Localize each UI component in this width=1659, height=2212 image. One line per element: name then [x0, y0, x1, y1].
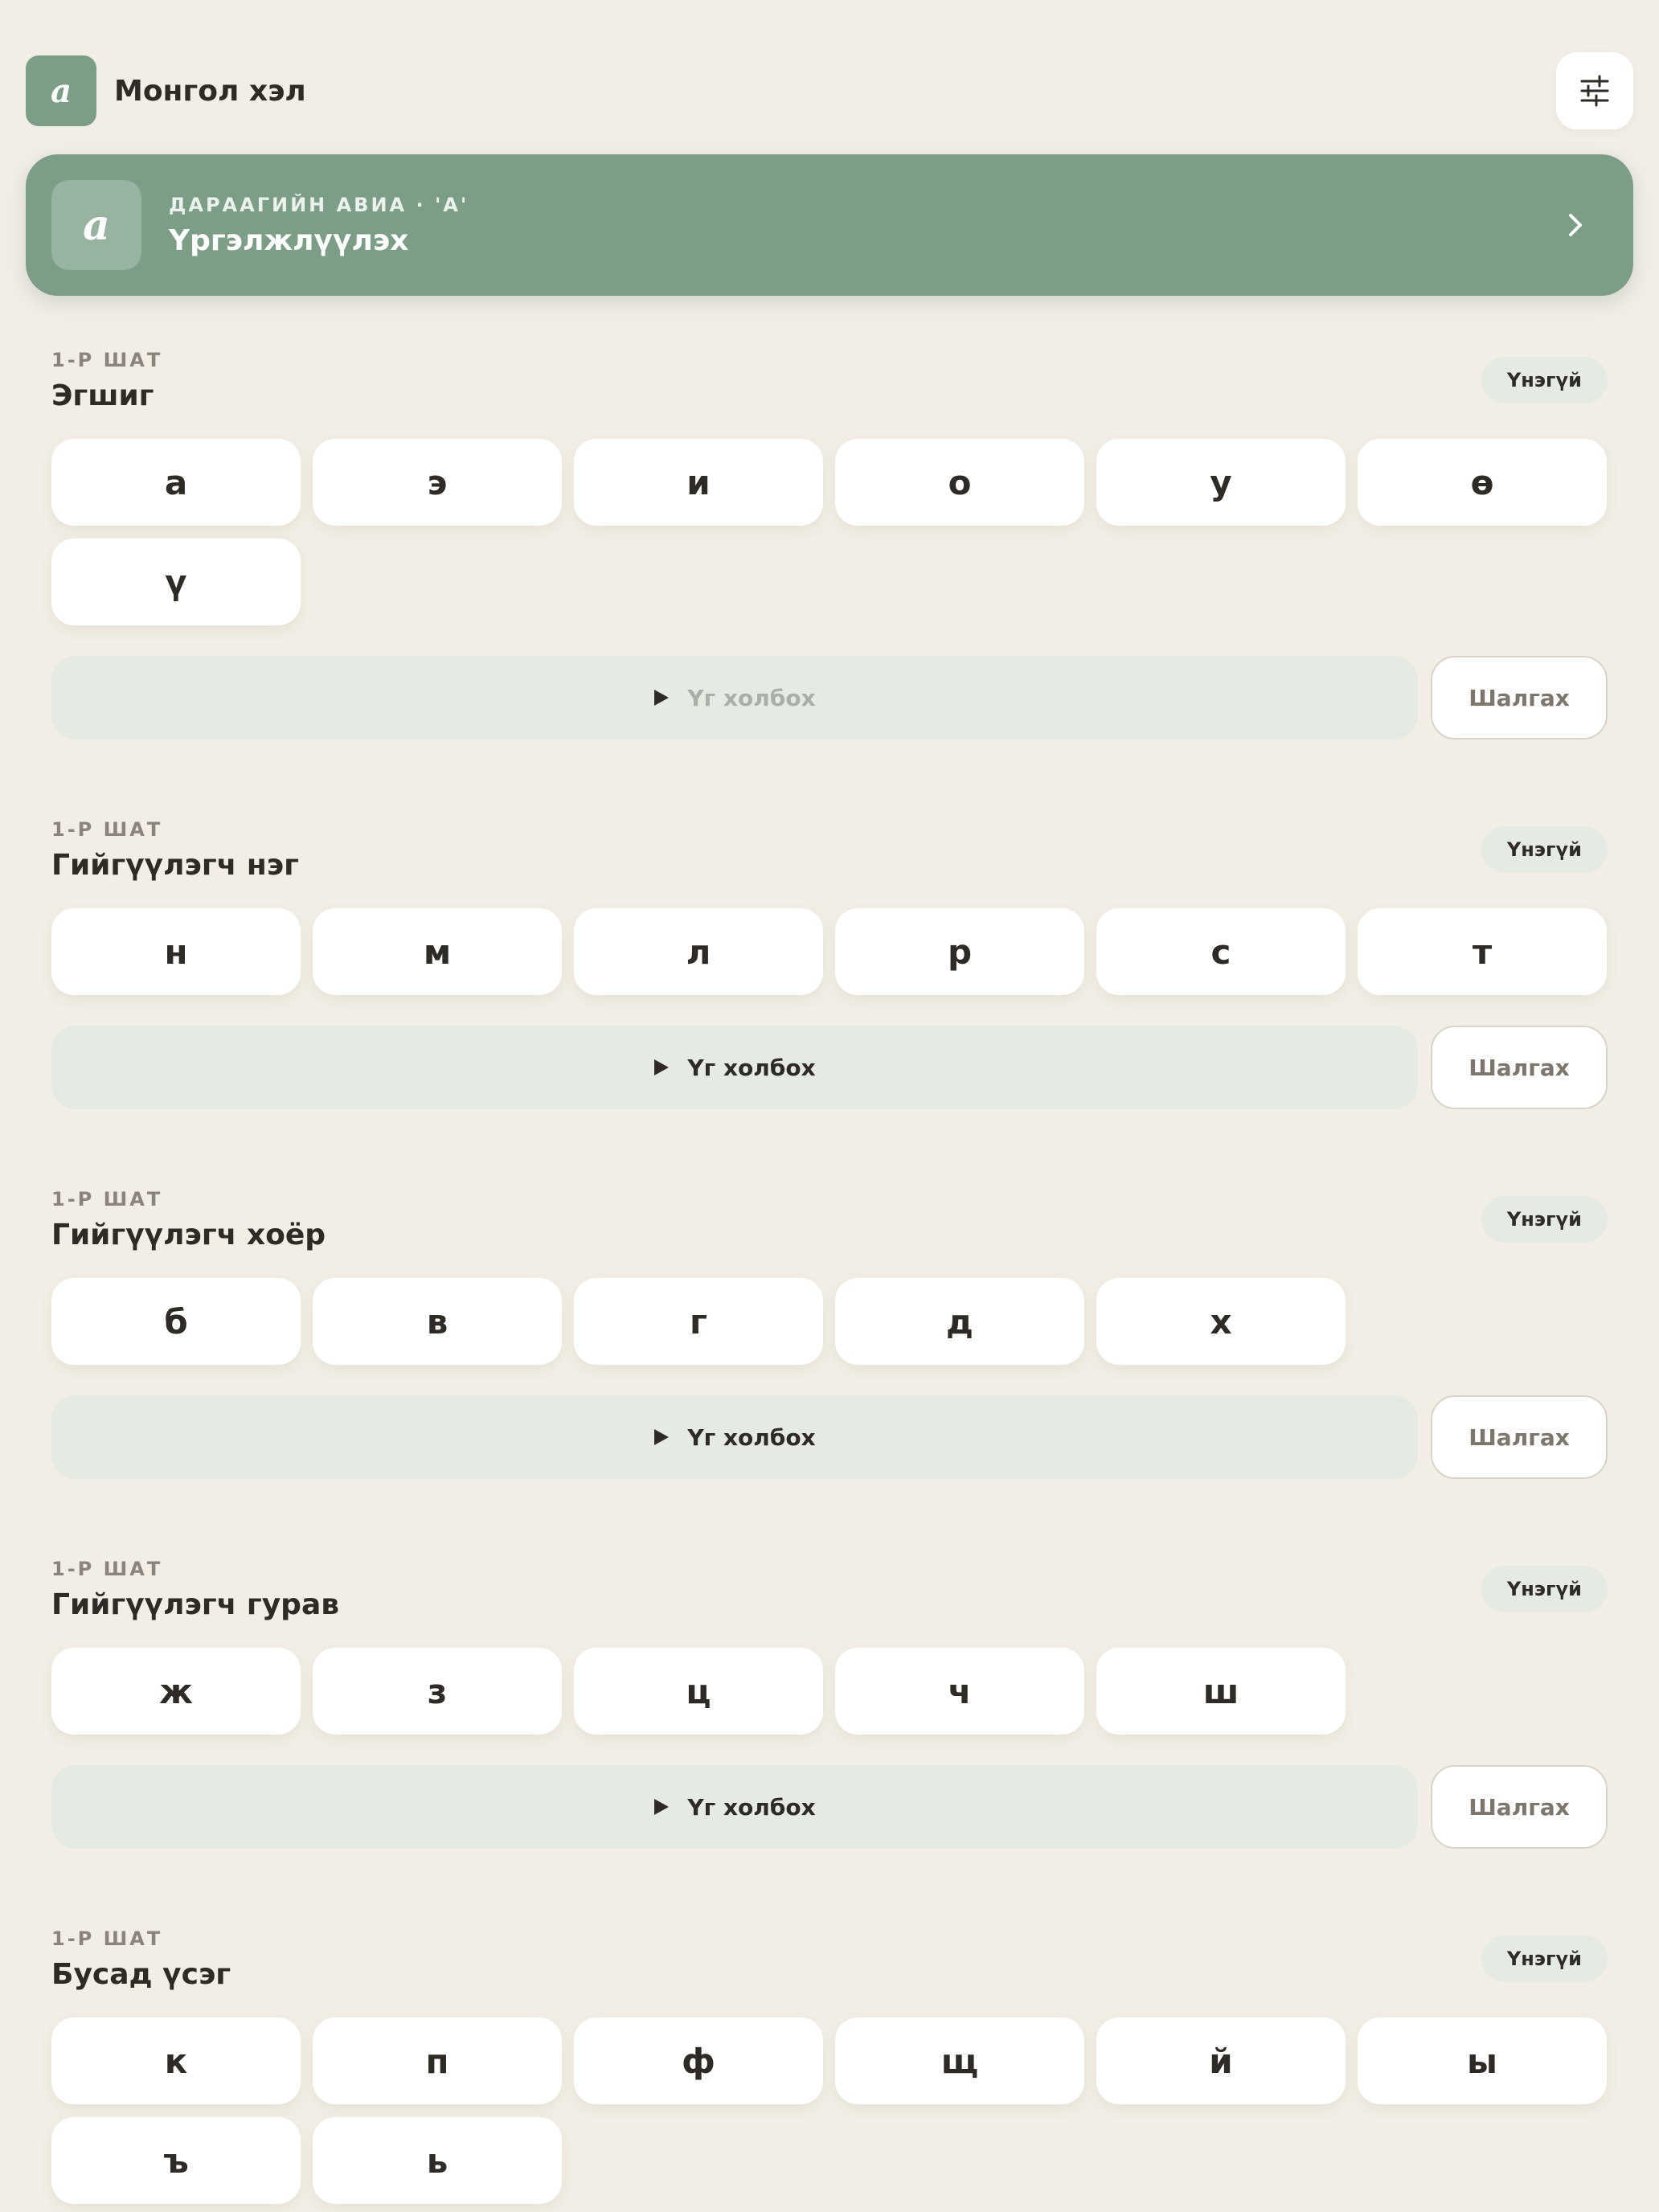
word-building-button[interactable] [51, 1026, 1418, 1109]
letter-tile[interactable]: э [313, 439, 562, 526]
next-sound-label: ДАРААГИЙН АВИА · 'А' [169, 193, 469, 216]
check-button[interactable]: Шалгах [1431, 1026, 1608, 1109]
play-icon [653, 689, 670, 707]
section-actions [51, 1395, 1608, 1479]
continue-text [169, 194, 469, 257]
letter-tile[interactable]: з [313, 1648, 562, 1735]
letter-tile[interactable]: й [1096, 2017, 1346, 2104]
step-label: 1-Р ШАТ [51, 1927, 163, 1950]
section-actions [51, 1765, 1608, 1849]
letter-tile[interactable]: х [1096, 1278, 1346, 1365]
letter-tile[interactable]: ы [1358, 2017, 1607, 2104]
lesson-section [51, 818, 1608, 1109]
letter-tile[interactable]: ф [574, 2017, 823, 2104]
letter-grid [51, 2017, 1608, 2204]
letter-tile[interactable]: ч [835, 1648, 1084, 1735]
lesson-section [51, 1188, 1608, 1479]
chevron-right-icon [1559, 205, 1591, 245]
section-actions [51, 1026, 1608, 1109]
free-badge: Үнэгүй [1481, 1196, 1608, 1243]
continue-title: Үргэлжлүүлэх [169, 223, 409, 257]
check-button[interactable]: Шалгах [1431, 656, 1608, 739]
check-button[interactable]: Шалгах [1431, 1395, 1608, 1479]
letter-tile[interactable]: д [835, 1278, 1084, 1365]
free-badge: Үнэгүй [1481, 1936, 1608, 1982]
section-title: Эгшиг [51, 379, 154, 412]
app-logo: a [26, 55, 96, 126]
letter-tile[interactable]: с [1096, 908, 1346, 995]
lesson-section [51, 1558, 1608, 1849]
continue-card[interactable] [26, 154, 1633, 296]
letter-tile[interactable]: ү [51, 539, 301, 625]
sliders-icon [1579, 75, 1611, 107]
section-title: Гийгүүлэгч хоёр [51, 1219, 326, 1251]
header [26, 55, 1633, 127]
letter-tile[interactable]: м [313, 908, 562, 995]
letter-tile[interactable]: п [313, 2017, 562, 2104]
letter-tile[interactable]: ц [574, 1648, 823, 1735]
section-title: Гийгүүлэгч гурав [51, 1588, 340, 1621]
letter-tile[interactable]: ъ [51, 2117, 301, 2204]
letter-tile[interactable]: р [835, 908, 1084, 995]
step-label: 1-Р ШАТ [51, 349, 163, 371]
letter-tile[interactable]: ө [1358, 439, 1607, 526]
word-building-label: Үг холбох [687, 684, 816, 711]
word-building-label: Үг холбох [687, 1793, 816, 1821]
letter-tile[interactable]: к [51, 2017, 301, 2104]
app-title: Монгол хэл [114, 74, 306, 108]
letter-tile[interactable]: т [1358, 908, 1607, 995]
play-icon [653, 1798, 670, 1816]
free-badge: Үнэгүй [1481, 357, 1608, 403]
check-button[interactable]: Шалгах [1431, 1765, 1608, 1849]
letter-tile[interactable]: г [574, 1278, 823, 1365]
letter-tile[interactable]: а [51, 439, 301, 526]
section-title: Гийгүүлэгч нэг [51, 849, 299, 882]
letter-grid [51, 439, 1608, 625]
step-label: 1-Р ШАТ [51, 818, 163, 841]
free-badge: Үнэгүй [1481, 826, 1608, 873]
continue-letter-tile: a [51, 180, 141, 270]
letter-tile[interactable]: ж [51, 1648, 301, 1735]
step-label: 1-Р ШАТ [51, 1188, 163, 1210]
word-building-label: Үг холбох [687, 1054, 816, 1081]
letter-tile[interactable]: и [574, 439, 823, 526]
word-building-button[interactable] [51, 1395, 1418, 1479]
play-icon [653, 1059, 670, 1076]
settings-button[interactable] [1556, 52, 1633, 129]
word-building-button[interactable] [51, 656, 1418, 739]
word-building-label: Үг холбох [687, 1423, 816, 1451]
letter-tile[interactable]: у [1096, 439, 1346, 526]
section-actions [51, 656, 1608, 739]
lesson-section [51, 1927, 1608, 2212]
play-icon [653, 1428, 670, 1446]
letter-tile[interactable]: б [51, 1278, 301, 1365]
letter-tile[interactable]: в [313, 1278, 562, 1365]
letter-tile[interactable]: о [835, 439, 1084, 526]
letter-grid [51, 1278, 1608, 1365]
letter-tile[interactable]: ь [313, 2117, 562, 2204]
step-label: 1-Р ШАТ [51, 1558, 163, 1580]
letter-tile[interactable]: л [574, 908, 823, 995]
letter-grid [51, 1648, 1608, 1735]
free-badge: Үнэгүй [1481, 1566, 1608, 1612]
letter-tile[interactable]: ш [1096, 1648, 1346, 1735]
section-title: Бусад үсэг [51, 1958, 231, 1991]
letter-tile[interactable]: н [51, 908, 301, 995]
lesson-section [51, 349, 1608, 743]
word-building-button[interactable] [51, 1765, 1418, 1849]
brand [26, 55, 306, 126]
letter-tile[interactable]: щ [835, 2017, 1084, 2104]
letter-grid [51, 908, 1608, 995]
